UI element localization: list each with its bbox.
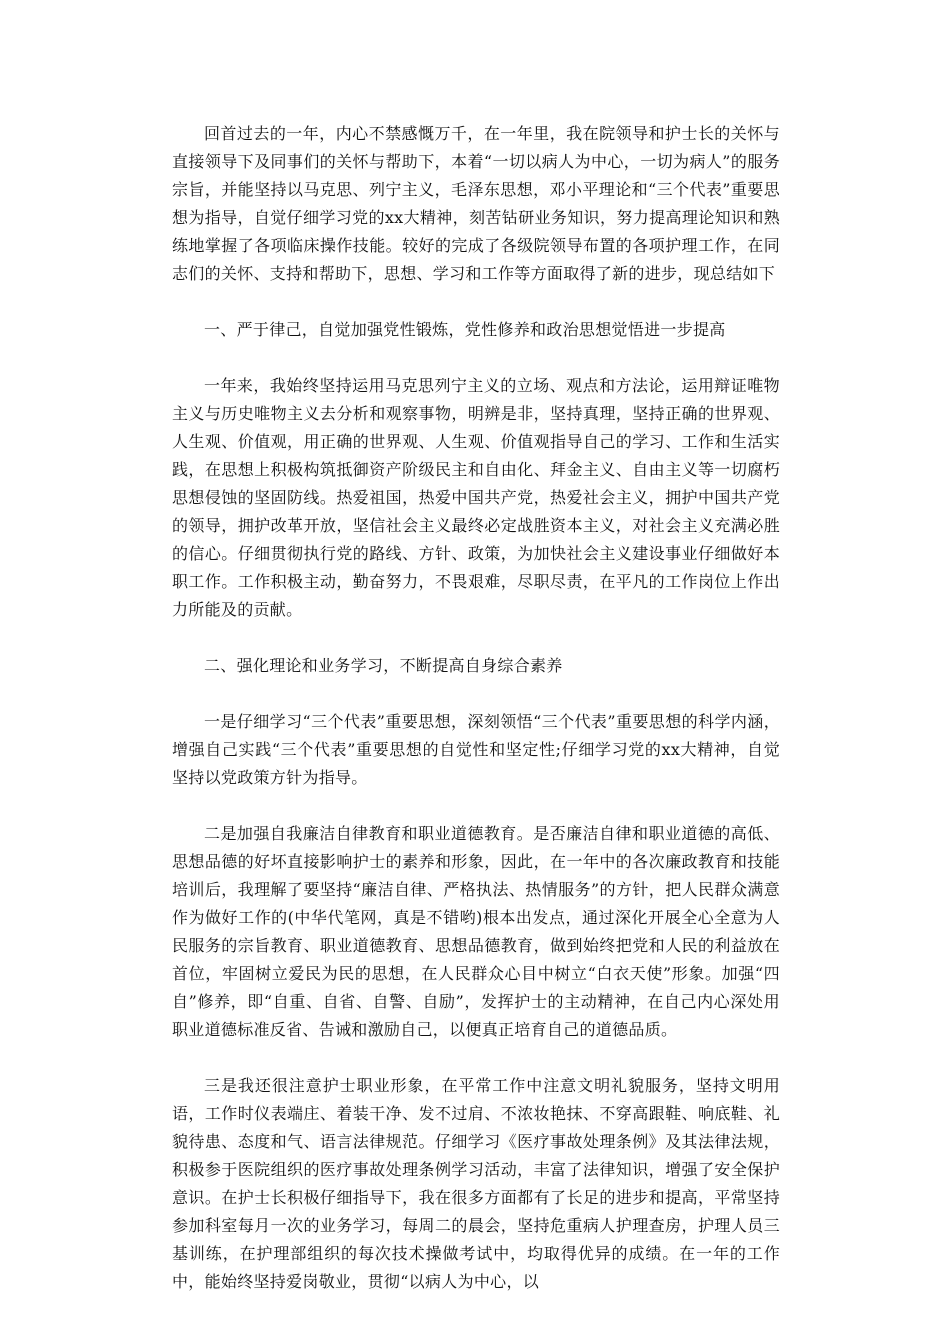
section-heading-1: 一、严于律己，自觉加强党性锻炼，党性修养和政治思想觉悟进一步提高 xyxy=(204,320,726,339)
section-2-point-1: 一是仔细学习“三个代表”重要思想，深刻领悟“三个代表”重要思想的科学内涵，增强自己实践“三个代表”重要思想的自觉性和坚定性;仔细学习党的xx大精神，自觉坚持以党政策方针为指导。 xyxy=(172,712,780,787)
intro-paragraph: 回首过去的一年，内心不禁感慨万千，在一年里，我在院领导和护士长的关怀与直接领导下及同事们的关怀与帮助下，本着“一切以病人为中心，一切为病人”的服务宗旨，并能坚持以马克思、列宁主义，毛泽东思想，邓小平理论和“三个代表”重要思想为指导，自觉仔细学习党的xx大精神，刻苦钻研业务知识，努力提高理论知识和熟练地掌握了各项临床操作技能。较好的完成了各级院领导布置的各项护理工作，在同志们的关怀、支持和帮助下，思想、学习和工作等方面取得了新的进步，现总结如下 xyxy=(172,124,780,283)
section-2-point-3: 三是我还很注意护士职业形象，在平常工作中注意文明礼貌服务，坚持文明用语，工作时仪表端庄、着装干净、发不过肩、不浓妆艳抹、不穿高跟鞋、响底鞋、礼貌待患、态度和气、语言法律规范。仔细学习《医疗事故处理条例》及其法律法规，积极参于医院组织的医疗事故处理条例学习活动，丰富了法律知识，增强了安全保护意识。在护士长积极仔细指导下，我在很多方面都有了长足的进步和提高，平常坚持参加科室每月一次的业务学习，每周二的晨会，坚持危重病人护理查房，护理人员三基训练，在护理部组织的每次技术操做考试中，均取得优异的成绩。在一年的工作中，能始终坚持爱岗敬业，贯彻“以病人为中心，以 xyxy=(172,1076,780,1291)
section-heading-2: 二、强化理论和业务学习，不断提高自身综合素养 xyxy=(204,656,563,675)
section-1-paragraph: 一年来，我始终坚持运用马克思列宁主义的立场、观点和方法论，运用辩证唯物主义与历史唯物主义去分析和观察事物，明辨是非，坚持真理，坚持正确的世界观、人生观、价值观，用正确的世界观、人生观、价值观指导自己的学习、工作和生活实践，在思想上积极构筑抵御资产阶级民主和自由化、拜金主义、自由主义等一切腐朽思想侵蚀的坚固防线。热爱祖国，热爱中国共产党，热爱社会主义，拥护中国共产党的领导，拥护改革开放，坚信社会主义最终必定战胜资本主义，对社会主义充满必胜的信心。仔细贯彻执行党的路线、方针、政策，为加快社会主义建设事业仔细做好本职工作。工作积极主动，勤奋努力，不畏艰难，尽职尽责，在平凡的工作岗位上作出力所能及的贡献。 xyxy=(172,376,780,619)
section-2-point-2: 二是加强自我廉洁自律教育和职业道德教育。是否廉洁自律和职业道德的高低、思想品德的好坏直接影响护士的素养和形象，因此，在一年中的各次廉政教育和技能培训后，我理解了要坚持“廉洁自律、严格执法、热情服务”的方针，把人民群众满意作为做好工作的(中华代笔网，真是不错哟)根本出发点，通过深化开展全心全意为人民服务的宗旨教育、职业道德教育、思想品德教育，做到始终把党和人民的利益放在首位，牢固树立爱民为民的思想，在人民群众心目中树立“白衣天使”形象。加强“四自”修养，即“自重、自省、自警、自励”，发挥护士的主动精神，在自己内心深处用职业道德标准反省、告诫和激励自己，以便真正培育自己的道德品质。 xyxy=(172,824,780,1039)
document-body xyxy=(172,120,780,1324)
